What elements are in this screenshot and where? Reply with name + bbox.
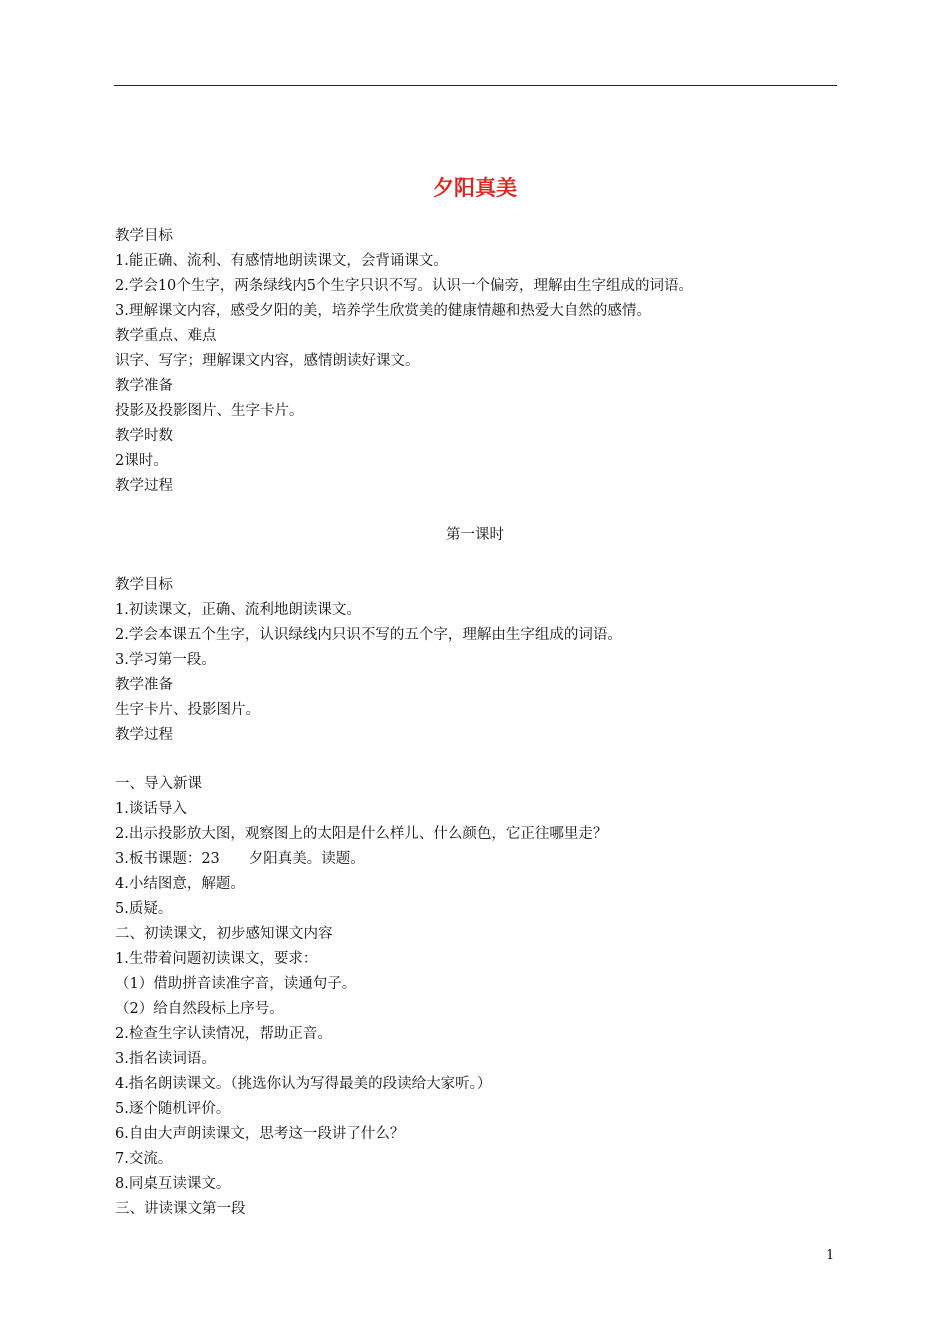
text-line: 教学目标 — [115, 577, 173, 593]
text-line: 二、初读课文，初步感知课文内容 — [115, 926, 333, 942]
text-line: 4.小结图意，解题。 — [115, 876, 245, 892]
text-line: 1.谈话导入 — [115, 801, 187, 817]
text-line: 三、讲读课文第一段 — [115, 1201, 246, 1217]
text-line: 教学准备 — [115, 677, 173, 693]
text-line: 2.学会本课五个生字，认识绿线内只识不写的五个字，理解由生字组成的词语。 — [115, 627, 622, 643]
text-line: 3.板书课题：23 夕阳真美。读题。 — [115, 851, 365, 867]
text-line: 教学目标 — [115, 228, 173, 244]
text-line: 2.学会10个生字，两条绿线内5个生字只识不写。认识一个偏旁，理解由生字组成的词语。 — [115, 278, 694, 294]
text-line: 5.质疑。 — [115, 901, 173, 917]
text-line: 教学准备 — [115, 378, 173, 394]
text-line: 1.生带着问题初读课文，要求： — [115, 951, 318, 967]
text-line: 教学重点、难点 — [115, 328, 217, 344]
text-line: 教学时数 — [115, 428, 173, 444]
page-number: 1 — [826, 1248, 835, 1263]
text-line: 3.指名读词语。 — [115, 1051, 216, 1067]
text-line: 投影及投影图片、生字卡片。 — [115, 403, 304, 419]
text-line: （1）借助拼音读准字音，读通句子。 — [115, 976, 357, 992]
document-title: 夕阳真美 — [433, 176, 517, 200]
text-line: 6.自由大声朗读课文，思考这一段讲了什么？ — [115, 1126, 405, 1142]
text-line: 教学过程 — [115, 727, 173, 743]
text-line: 教学过程 — [115, 478, 173, 494]
text-line: 1.初读课文，正确、流利地朗读课文。 — [115, 602, 361, 618]
text-line: 7.交流。 — [115, 1151, 173, 1167]
text-line: 2.出示投影放大图，观察图上的太阳是什么样儿、什么颜色，它正往哪里走？ — [115, 826, 608, 842]
text-line: 8.同桌互读课文。 — [115, 1176, 231, 1192]
text-line: 4.指名朗读课文。（挑选你认为写得最美的段读给大家听。） — [115, 1076, 492, 1092]
text-line: 生字卡片、投影图片。 — [115, 702, 260, 718]
header-rule — [114, 85, 837, 86]
text-line: 2.检查生字认读情况，帮助正音。 — [115, 1026, 332, 1042]
text-line: 2课时。 — [115, 453, 168, 469]
text-line: 5.逐个随机评价。 — [115, 1101, 231, 1117]
text-line: 识字、写字；理解课文内容，感情朗读好课文。 — [115, 353, 420, 369]
section-heading: 第一课时 — [446, 527, 504, 543]
text-line: （2）给自然段标上序号。 — [115, 1001, 284, 1017]
text-line: 3.理解课文内容，感受夕阳的美，培养学生欣赏美的健康情趣和热爱大自然的感情。 — [115, 303, 651, 319]
text-line: 1.能正确、流利、有感情地朗读课文，会背诵课文。 — [115, 253, 448, 269]
text-line: 3.学习第一段。 — [115, 652, 216, 668]
text-line: 一、导入新课 — [115, 776, 202, 792]
